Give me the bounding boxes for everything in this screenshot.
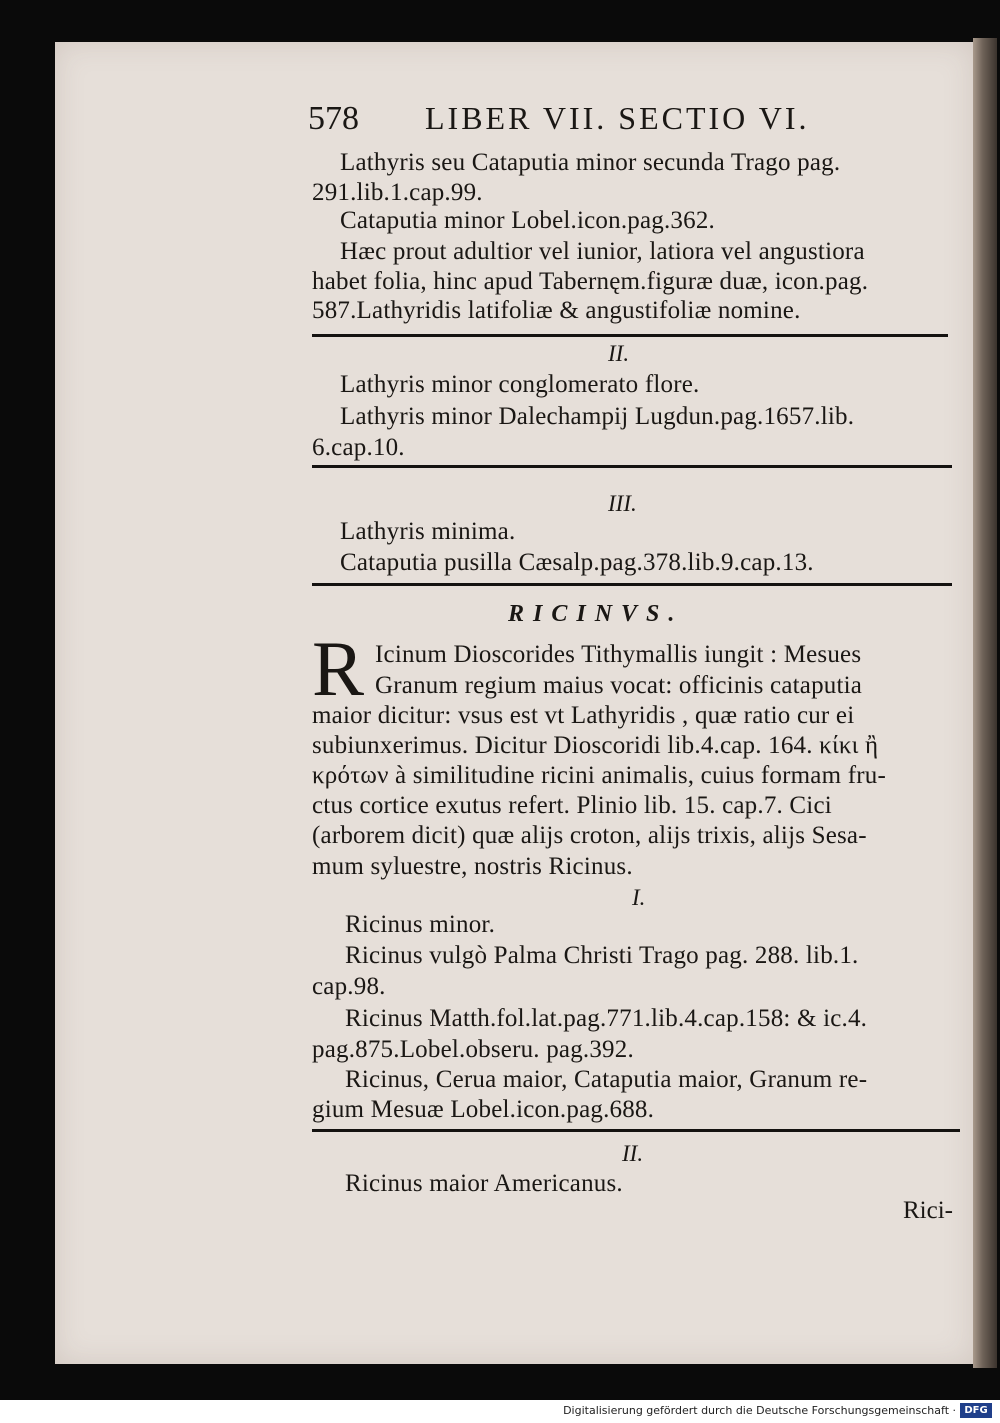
text-line: habet folia, hinc apud Tabernęm.figuræ duæ, icon.pag. — [312, 268, 869, 295]
text-line: Ricinus minor. — [345, 911, 496, 938]
text-line: Hæc prout adultior vel iunior, latiora vel angustiora — [340, 238, 865, 265]
text-line: Ricinus maior Americanus. — [345, 1170, 623, 1197]
text-line: subiunxerimus. Dicitur Dioscoridi lib.4.cap. 164. κίκι ἢ — [312, 732, 879, 759]
entry-heading: I. — [632, 885, 646, 910]
drop-capital: R — [312, 625, 365, 712]
footer-credit: Digitalisierung gefördert durch die Deutsche Forschungsgemeinschaft · — [563, 1404, 956, 1417]
text-line: Cataputia pusilla Cæsalp.pag.378.lib.9.cap.13. — [340, 549, 814, 576]
text-line: ctus cortice exutus refert. Plinio lib. 15. cap.7. Cici — [312, 792, 832, 819]
text-line: cap.98. — [312, 973, 386, 1000]
dfg-logo: DFG — [960, 1403, 992, 1418]
text-line: Granum regium maius vocat: officinis cataputia — [375, 672, 863, 699]
text-line: Lathyris seu Cataputia minor secunda Trago pag. — [340, 149, 841, 176]
text-line: (arborem dicit) quæ alijs croton, alijs trixis, alijs Sesa- — [312, 822, 867, 849]
text-line: 291.lib.1.cap.99. — [312, 179, 483, 206]
entry-heading: III. — [608, 491, 637, 516]
text-line: 6.cap.10. — [312, 434, 405, 461]
text-line: Ricinus vulgò Palma Christi Trago pag. 288. lib.1. — [345, 942, 859, 969]
page-number: 578 — [308, 100, 359, 137]
text-line: Lathyris minor conglomerato flore. — [340, 371, 700, 398]
section-rule — [312, 334, 948, 337]
catchword: Rici- — [903, 1197, 953, 1224]
text-line: Icinum Dioscorides Tithymallis iungit : Mesues — [375, 641, 862, 668]
text-line: Lathyris minor Dalechampij Lugdun.pag.1657.lib. — [340, 403, 855, 430]
running-title: LIBER VII. SECTIO VI. — [425, 100, 810, 136]
text-line: Ricinus, Cerua maior, Cataputia maior, Granum re- — [345, 1066, 868, 1093]
text-line: Cataputia minor Lobel.icon.pag.362. — [340, 207, 715, 234]
text-line: maior dicitur: vsus est vt Lathyridis , quæ ratio cur ei — [312, 702, 855, 729]
section-rule — [312, 583, 952, 586]
entry-heading: II. — [608, 341, 630, 366]
text-line: κρότων à similitudine ricini animalis, cuius formam fru- — [312, 762, 886, 789]
footer-bar — [0, 1400, 1000, 1423]
text-line: mum syluestre, nostris Ricinus. — [312, 853, 633, 880]
section-title: RICINVS. — [508, 601, 684, 627]
text-line: gium Mesuæ Lobel.icon.pag.688. — [312, 1096, 655, 1123]
text-line: 587.Lathyridis latifoliæ & angustifoliæ nomine. — [312, 297, 801, 324]
text-line: Ricinus Matth.fol.lat.pag.771.lib.4.cap.158: & ic.4. — [345, 1005, 868, 1032]
page-edge — [973, 38, 997, 1368]
text-line: pag.875.Lobel.obseru. pag.392. — [312, 1036, 634, 1063]
entry-heading: II. — [622, 1141, 644, 1166]
section-rule — [312, 1129, 960, 1132]
section-rule — [312, 465, 952, 468]
text-line: Lathyris minima. — [340, 518, 516, 545]
